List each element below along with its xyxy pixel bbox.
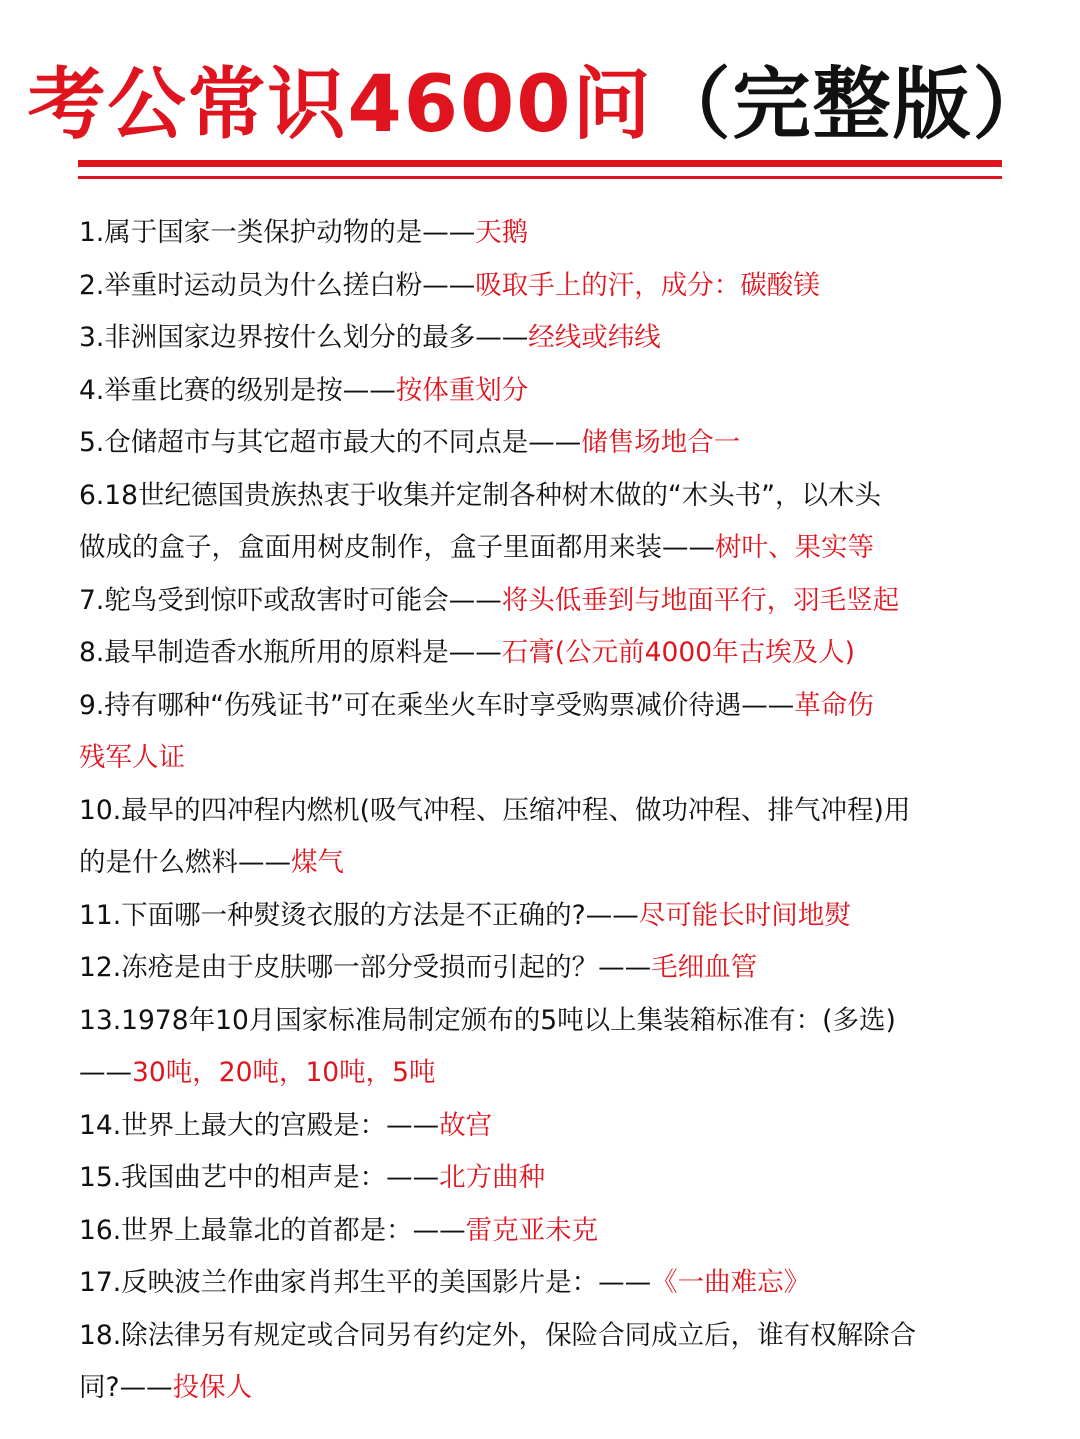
question-cont: 的是什么燃料—— <box>79 847 291 878</box>
answer: 石膏(公元前4000年古埃及人) <box>501 637 855 668</box>
question: 16.世界上最靠北的首都是：—— <box>79 1214 466 1246</box>
question: 15.我国曲艺中的相声是：—— <box>79 1162 440 1193</box>
question-cont: 同?—— <box>79 1372 173 1403</box>
question: 10.最早的四冲程内燃机(吸气冲程、压缩冲程、做功冲程、排气冲程)用 <box>79 794 911 826</box>
question: 12.冻疮是由于皮肤哪一部分受损而引起的？—— <box>79 952 652 983</box>
question: 1.属于国家一类保护动物的是—— <box>79 217 476 248</box>
answer: 《一曲难忘》 <box>651 1267 811 1298</box>
title-black-part: （完整版） <box>652 60 1053 150</box>
title-divider-thin <box>78 176 1002 179</box>
answer: 煤气 <box>291 847 344 878</box>
question: 4.举重比赛的级别是按—— <box>79 374 396 406</box>
qa-list <box>79 207 999 1415</box>
question-cont: —— <box>79 1057 132 1088</box>
question: 18.除法律另有规定或合同另有约定外，保险合同成立后，谁有权解除合 <box>79 1319 917 1351</box>
qa-item-3 <box>79 312 999 365</box>
qa-item-18 <box>79 1310 999 1415</box>
answer: 树叶、果实等 <box>715 532 874 563</box>
qa-item-12 <box>79 942 999 995</box>
qa-item-11 <box>79 890 999 943</box>
question: 2.举重时运动员为什么搓白粉—— <box>79 269 476 301</box>
qa-item-15 <box>79 1152 999 1205</box>
qa-item-13 <box>79 995 999 1100</box>
answer: 天鹅 <box>475 217 529 248</box>
question: 11.下面哪一种熨烫衣服的方法是不正确的?—— <box>79 899 639 931</box>
qa-item-2 <box>79 260 999 313</box>
answer: 按体重划分 <box>395 374 529 406</box>
question: 8.最早制造香水瓶所用的原料是—— <box>79 637 502 668</box>
qa-item-14 <box>79 1100 999 1153</box>
answer: 革命伤 <box>794 689 874 721</box>
question: 17.反映波兰作曲家肖邦生平的美国影片是：—— <box>79 1267 652 1298</box>
question-cont: 做成的盒子，盒面用树皮制作，盒子里面都用来装—— <box>79 532 715 563</box>
answer: 尽可能长时间地熨 <box>638 899 851 931</box>
question: 14.世界上最大的宫殿是：—— <box>79 1109 440 1141</box>
question: 13.1978年10月国家标准局制定颁布的5吨以上集装箱标准有：(多选) <box>79 1004 896 1036</box>
qa-item-6 <box>79 470 999 575</box>
answer: 北方曲种 <box>439 1162 546 1193</box>
qa-item-16 <box>79 1205 999 1258</box>
title-divider-thick <box>78 160 1002 167</box>
qa-item-9 <box>79 680 999 785</box>
answer: 投保人 <box>172 1372 253 1403</box>
answer: 雷克亚未克 <box>465 1214 599 1246</box>
question: 7.鸵鸟受到惊吓或敌害时可能会—— <box>79 584 502 616</box>
answer: 30吨，20吨，10吨，5吨 <box>132 1057 436 1088</box>
answer: 经线或纬线 <box>528 322 661 353</box>
page-title <box>0 55 1080 155</box>
qa-item-10 <box>79 785 999 890</box>
answer: 故宫 <box>439 1109 493 1141</box>
question: 9.持有哪种“伤残证书”可在乘坐火车时享受购票减价待遇—— <box>79 689 795 721</box>
qa-item-4 <box>79 365 999 418</box>
answer: 毛细血管 <box>651 952 758 983</box>
answer: 储售场地合一 <box>581 427 741 458</box>
qa-item-8 <box>79 627 999 680</box>
question: 6.18世纪德国贵族热衷于收集并定制各种树木做的“木头书”，以木头 <box>79 479 881 511</box>
qa-item-5 <box>79 417 999 470</box>
answer: 将头低垂到与地面平行，羽毛竖起 <box>501 584 900 616</box>
answer-cont: 残军人证 <box>79 742 185 773</box>
question: 3.非洲国家边界按什么划分的最多—— <box>79 322 529 353</box>
question: 5.仓储超市与其它超市最大的不同点是—— <box>79 427 582 458</box>
answer: 吸取手上的汗，成分：碳酸镁 <box>475 269 820 301</box>
qa-item-17 <box>79 1257 999 1310</box>
qa-item-1 <box>79 207 999 260</box>
title-red-part: 考公常识4600问 <box>27 60 653 150</box>
qa-item-7 <box>79 575 999 628</box>
